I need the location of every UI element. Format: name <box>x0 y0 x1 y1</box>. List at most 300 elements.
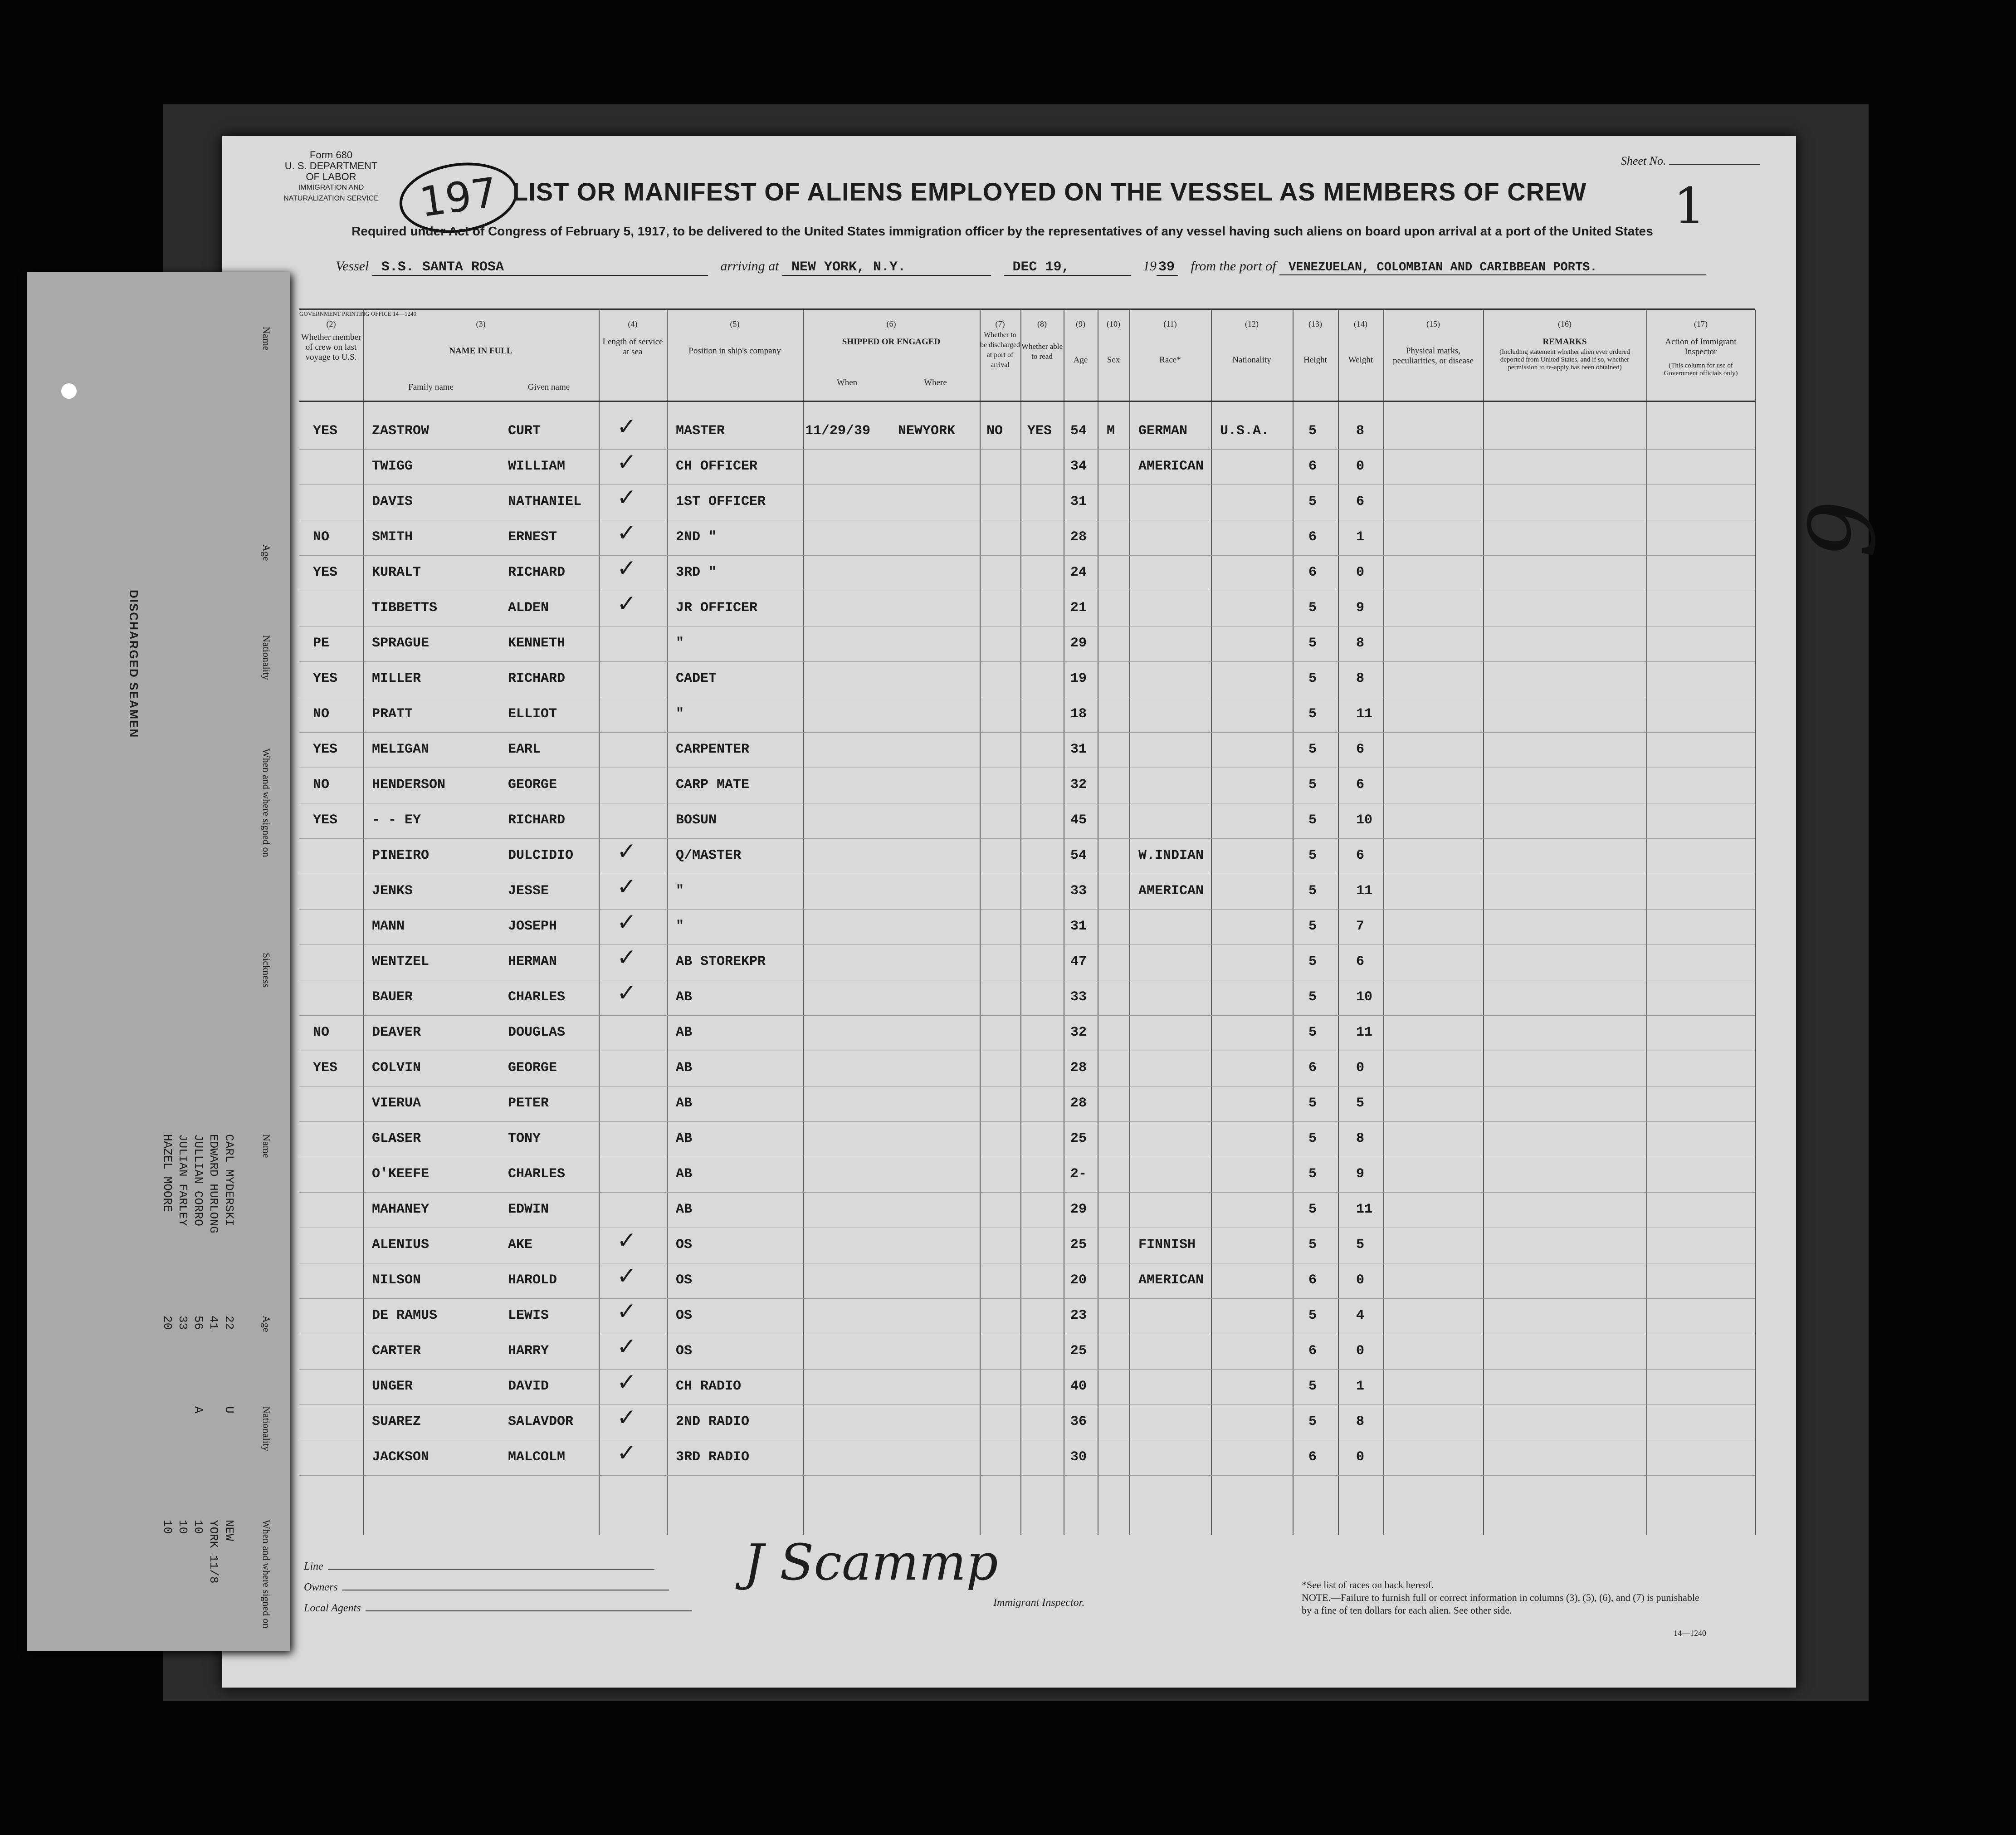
age-cell: 25 <box>1070 1237 1087 1253</box>
height-cell: 5 <box>1308 954 1317 969</box>
position-cell: OS <box>676 1237 693 1253</box>
discharged-name: JULIAN FARLEY <box>176 1134 190 1226</box>
discharged-age: 20 <box>161 1316 174 1330</box>
given-name-cell: SALAVDOR <box>508 1414 574 1429</box>
height-cell: 5 <box>1308 706 1317 722</box>
inspector-label: Immigrant Inspector. <box>993 1597 1085 1609</box>
table-row <box>299 520 1755 556</box>
height-cell: 5 <box>1308 989 1317 1005</box>
race-cell: W.INDIAN <box>1138 848 1204 863</box>
col12-header: Nationality <box>1232 355 1271 365</box>
check-mark-icon: ✓ <box>617 944 637 971</box>
last-voyage-cell: YES <box>313 1060 338 1076</box>
family-name-cell: KURALT <box>372 565 421 580</box>
age-cell: 23 <box>1070 1308 1087 1323</box>
check-mark-icon: ✓ <box>617 838 637 865</box>
col2-number: (2) <box>326 319 336 328</box>
age-cell: 25 <box>1070 1131 1087 1146</box>
margin-handwritten-number: 9 <box>1790 500 1896 558</box>
discharged-header-nationality-2: Nationality <box>261 1406 272 1451</box>
sheet-number-field <box>1669 164 1760 165</box>
age-cell: 19 <box>1070 671 1087 686</box>
position-cell: " <box>676 919 684 934</box>
discharged-header-name: Name <box>261 327 272 351</box>
col9-header: Age <box>1073 355 1088 365</box>
given-name-cell: DOUGLAS <box>508 1025 566 1040</box>
age-cell: 36 <box>1070 1414 1087 1429</box>
weight-cell: 7 <box>1356 919 1365 934</box>
sex-cell: M <box>1107 423 1115 439</box>
position-cell: OS <box>676 1308 693 1323</box>
family-name-cell: SMITH <box>372 529 413 545</box>
position-cell: OS <box>676 1272 693 1288</box>
given-name-cell: EDWIN <box>508 1202 549 1217</box>
form-number: Form 680 <box>309 149 353 161</box>
table-row <box>299 1086 1755 1122</box>
given-name-cell: RICHARD <box>508 671 566 686</box>
check-mark-icon: ✓ <box>617 449 637 476</box>
age-cell: 54 <box>1070 848 1087 863</box>
family-name-cell: DAVIS <box>372 494 413 509</box>
owners-field <box>304 1577 692 1598</box>
position-cell: BOSUN <box>676 812 717 828</box>
age-cell: 25 <box>1070 1343 1087 1359</box>
col15-number: (15) <box>1426 319 1440 328</box>
col16-header: REMARKS <box>1543 337 1587 347</box>
weight-cell: 6 <box>1356 954 1365 969</box>
arriving-label: arriving at <box>720 259 779 274</box>
line-field <box>304 1556 692 1577</box>
col4-header: Length of service at sea <box>602 337 663 357</box>
height-cell: 5 <box>1308 1414 1317 1429</box>
col4-number: (4) <box>628 319 638 328</box>
last-voyage-cell: YES <box>313 742 338 757</box>
height-cell: 5 <box>1308 848 1317 863</box>
year-prefix: 19 <box>1143 259 1157 274</box>
weight-cell: 9 <box>1356 1166 1365 1182</box>
weight-cell: 0 <box>1356 1449 1365 1465</box>
printer-code: 14—1240 <box>392 310 416 317</box>
given-name-cell: ELLIOT <box>508 706 557 722</box>
sheet-handwritten-number: 1 <box>1674 177 1705 235</box>
weight-cell: 9 <box>1356 600 1365 616</box>
family-name-cell: UNGER <box>372 1379 413 1394</box>
weight-cell: 0 <box>1356 1343 1365 1359</box>
table-row <box>299 662 1755 697</box>
weight-cell: 0 <box>1356 1272 1365 1288</box>
table-row <box>299 485 1755 520</box>
col13-number: (13) <box>1308 319 1322 328</box>
page-number-stamp: 197 <box>395 156 522 240</box>
family-name-cell: SPRAGUE <box>372 636 430 651</box>
discharged-seamen-slip <box>27 272 290 1651</box>
given-name-cell: AKE <box>508 1237 533 1253</box>
height-cell: 6 <box>1308 1343 1317 1359</box>
col7-number: (7) <box>995 319 1005 328</box>
given-name-cell: TONY <box>508 1131 541 1146</box>
last-voyage-cell: YES <box>313 812 338 828</box>
discharged-nationality: U <box>222 1406 236 1414</box>
year-suffix: 39 <box>1157 259 1178 276</box>
weight-cell: 10 <box>1356 989 1373 1005</box>
age-cell: 31 <box>1070 742 1087 757</box>
col14-number: (14) <box>1354 319 1367 328</box>
family-name-cell: MANN <box>372 919 405 934</box>
discharged-nationality: A <box>191 1406 205 1414</box>
weight-cell: 8 <box>1356 636 1365 651</box>
given-name-cell: WILLIAM <box>508 459 566 474</box>
discharged-title: DISCHARGED SEAMEN <box>127 590 141 739</box>
table-row <box>299 1051 1755 1086</box>
weight-cell: 6 <box>1356 742 1365 757</box>
position-cell: CH RADIO <box>676 1379 742 1394</box>
table-row <box>299 1193 1755 1228</box>
table-row <box>299 1334 1755 1370</box>
weight-cell: 8 <box>1356 671 1365 686</box>
age-cell: 31 <box>1070 494 1087 509</box>
position-cell: 2ND " <box>676 529 717 545</box>
position-cell: 3RD RADIO <box>676 1449 750 1465</box>
column-divider <box>1755 310 1756 1535</box>
col9-number: (9) <box>1076 319 1085 328</box>
given-name-cell: ERNEST <box>508 529 557 545</box>
height-cell: 5 <box>1308 494 1317 509</box>
age-cell: 30 <box>1070 1449 1087 1465</box>
position-cell: " <box>676 706 684 722</box>
family-name-cell: JENKS <box>372 883 413 899</box>
form-code: 14—1240 <box>1674 1629 1706 1638</box>
age-cell: 20 <box>1070 1272 1087 1288</box>
race-cell: AMERICAN <box>1138 459 1204 474</box>
nationality-cell: U.S.A. <box>1220 423 1269 439</box>
table-row <box>299 1228 1755 1263</box>
family-name-cell: GLASER <box>372 1131 421 1146</box>
family-name-cell: PRATT <box>372 706 413 722</box>
age-cell: 32 <box>1070 1025 1087 1040</box>
family-name-cell: MILLER <box>372 671 421 686</box>
height-cell: 5 <box>1308 1202 1317 1217</box>
age-cell: 40 <box>1070 1379 1087 1394</box>
age-cell: 29 <box>1070 636 1087 651</box>
col13-header: Height <box>1303 355 1327 365</box>
last-voyage-cell: NO <box>313 1025 330 1040</box>
check-mark-icon: ✓ <box>617 1262 637 1290</box>
arriving-port: NEW YORK, N.Y. <box>782 259 991 276</box>
check-mark-icon: ✓ <box>617 1298 637 1325</box>
discharged-age: 41 <box>207 1316 220 1330</box>
height-cell: 6 <box>1308 1060 1317 1076</box>
height-cell: 5 <box>1308 1096 1317 1111</box>
weight-cell: 11 <box>1356 1025 1373 1040</box>
height-cell: 6 <box>1308 565 1317 580</box>
age-cell: 47 <box>1070 954 1087 969</box>
col17-subheader: (This column for use of Government officials only) <box>1664 362 1738 377</box>
col6-header: SHIPPED OR ENGAGED <box>842 337 941 347</box>
weight-cell: 10 <box>1356 812 1373 828</box>
family-name-cell: O'KEEFE <box>372 1166 430 1182</box>
given-name-cell: GEORGE <box>508 1060 557 1076</box>
col16-number: (16) <box>1558 319 1572 328</box>
check-mark-icon: ✓ <box>617 1227 637 1254</box>
height-cell: 6 <box>1308 459 1317 474</box>
height-cell: 6 <box>1308 1449 1317 1465</box>
shipped-where-cell: NEWYORK <box>898 423 956 439</box>
family-name-cell: SUAREZ <box>372 1414 421 1429</box>
col16-subheader: (Including statement whether alien ever ordered deported from United States, and if so, whether permission to re-apply has been obtained) <box>1499 348 1630 371</box>
col14-header: Weight <box>1348 355 1373 365</box>
check-mark-icon: ✓ <box>617 1369 637 1396</box>
family-name-cell: BAUER <box>372 989 413 1005</box>
col11-number: (11) <box>1163 319 1177 328</box>
weight-cell: 11 <box>1356 706 1373 722</box>
last-voyage-cell: YES <box>313 423 338 439</box>
position-cell: Q/MASTER <box>676 848 742 863</box>
family-name-cell: VIERUA <box>372 1096 421 1111</box>
height-cell: 5 <box>1308 1308 1317 1323</box>
family-name-cell: COLVIN <box>372 1060 421 1076</box>
discharged-age: 33 <box>176 1316 190 1330</box>
printer-imprint <box>299 309 526 319</box>
row-rule <box>299 1475 1755 1476</box>
weight-cell: 11 <box>1356 1202 1373 1217</box>
age-cell: 33 <box>1070 883 1087 899</box>
age-cell: 54 <box>1070 423 1087 439</box>
col10-header: Sex <box>1107 355 1120 365</box>
table-row <box>299 1122 1755 1157</box>
col2-header: Whether member of crew on last voyage to U.S. <box>301 333 361 362</box>
family-name-cell: JACKSON <box>372 1449 430 1465</box>
last-voyage-cell: YES <box>313 671 338 686</box>
check-mark-icon: ✓ <box>617 555 637 582</box>
col17-header: Action of Immigrant Inspector <box>1665 337 1737 357</box>
table-row <box>299 1370 1755 1405</box>
age-cell: 34 <box>1070 459 1087 474</box>
position-cell: AB <box>676 1096 693 1111</box>
col5-header: Position in ship's company <box>688 346 781 356</box>
age-cell: 18 <box>1070 706 1087 722</box>
position-cell: " <box>676 636 684 651</box>
weight-cell: 11 <box>1356 883 1373 899</box>
given-name-cell: PETER <box>508 1096 549 1111</box>
discharged-signed-on: 10 <box>191 1520 205 1534</box>
height-cell: 5 <box>1308 1379 1317 1394</box>
manifest-sheet <box>222 136 1796 1688</box>
col12-number: (12) <box>1245 319 1259 328</box>
given-name-cell: EARL <box>508 742 541 757</box>
family-name-cell: WENTZEL <box>372 954 430 969</box>
race-cell: AMERICAN <box>1138 1272 1204 1288</box>
family-name-cell: TWIGG <box>372 459 413 474</box>
check-mark-icon: ✓ <box>617 1439 637 1467</box>
weight-cell: 6 <box>1356 777 1365 793</box>
position-cell: CARP MATE <box>676 777 750 793</box>
discharged-header-age-2: Age <box>261 1316 272 1332</box>
discharged-name: JULLIAN CORRO <box>191 1134 205 1226</box>
col15-header: Physical marks, peculiarities, or disease <box>1393 346 1474 366</box>
weight-cell: 0 <box>1356 1060 1365 1076</box>
weight-cell: 5 <box>1356 1096 1365 1111</box>
col17-number: (17) <box>1694 319 1708 328</box>
family-name-cell: TIBBETTS <box>372 600 438 616</box>
table-row <box>299 591 1755 626</box>
discharged-age: 56 <box>191 1316 205 1330</box>
height-cell: 5 <box>1308 1166 1317 1182</box>
given-name-cell: ALDEN <box>508 600 549 616</box>
from-label: from the port of <box>1191 259 1276 274</box>
family-name-cell: PINEIRO <box>372 848 430 863</box>
check-mark-icon: ✓ <box>617 1404 637 1431</box>
col8-number: (8) <box>1037 319 1047 328</box>
line-label: Line <box>304 1561 323 1572</box>
col3-given-header: Given name <box>527 382 570 392</box>
table-row <box>299 733 1755 768</box>
given-name-cell: HAROLD <box>508 1272 557 1288</box>
sheet-number <box>1621 154 1760 168</box>
last-voyage-cell: NO <box>313 777 330 793</box>
footer-note <box>1302 1579 1710 1617</box>
given-name-cell: JESSE <box>508 883 549 899</box>
discharged-header-signed-2: When and where signed on <box>261 1520 272 1629</box>
position-cell: AB <box>676 989 693 1005</box>
height-cell: 5 <box>1308 777 1317 793</box>
age-cell: 28 <box>1070 1096 1087 1111</box>
table-row <box>299 980 1755 1016</box>
department: U. S. DEPARTMENT OF LABOR <box>284 160 378 182</box>
family-name-cell: DEAVER <box>372 1025 421 1040</box>
table-row <box>299 910 1755 945</box>
given-name-cell: RICHARD <box>508 565 566 580</box>
printer-name: GOVERNMENT PRINTING OFFICE <box>299 310 391 317</box>
discharged-name: EDWARD HURLONG <box>207 1134 220 1233</box>
discharged-header-age: Age <box>261 544 272 561</box>
col6-number: (6) <box>886 319 896 328</box>
position-cell: AB <box>676 1202 693 1217</box>
sheet-label: Sheet No. <box>1621 154 1666 167</box>
position-cell: 3RD " <box>676 565 717 580</box>
height-cell: 5 <box>1308 883 1317 899</box>
weight-cell: 8 <box>1356 1131 1365 1146</box>
table-row <box>299 874 1755 910</box>
height-cell: 5 <box>1308 1237 1317 1253</box>
discharged-signed-on: 10 <box>161 1520 174 1534</box>
age-cell: 33 <box>1070 989 1087 1005</box>
table-row <box>299 1016 1755 1051</box>
given-name-cell: CHARLES <box>508 1166 566 1182</box>
header-divider <box>299 401 1755 402</box>
table-row <box>299 1440 1755 1476</box>
height-cell: 5 <box>1308 423 1317 439</box>
age-cell: 32 <box>1070 777 1087 793</box>
weight-cell: 1 <box>1356 529 1365 545</box>
position-cell: AB <box>676 1131 693 1146</box>
family-name-cell: DE RAMUS <box>372 1308 438 1323</box>
col6-when-header: When <box>836 378 858 387</box>
race-cell: GERMAN <box>1138 423 1188 439</box>
crew-table <box>299 308 1755 1535</box>
weight-cell: 8 <box>1356 1414 1365 1429</box>
family-name-cell: MAHANEY <box>372 1202 430 1217</box>
position-cell: CADET <box>676 671 717 686</box>
col6-where-header: Where <box>924 378 947 387</box>
position-cell: MASTER <box>676 423 725 439</box>
discharged-age: 22 <box>222 1316 236 1330</box>
position-cell: OS <box>676 1343 693 1359</box>
agents-field <box>304 1598 692 1619</box>
from-port: VENEZUELAN, COLOMBIAN AND CARIBBEAN PORTS. <box>1279 261 1706 275</box>
col10-number: (10) <box>1107 319 1120 328</box>
given-name-cell: CHARLES <box>508 989 566 1005</box>
check-mark-icon: ✓ <box>617 484 637 511</box>
family-name-cell: NILSON <box>372 1272 421 1288</box>
age-cell: 21 <box>1070 600 1087 616</box>
table-row <box>299 1405 1755 1440</box>
agents-label: Local Agents <box>304 1602 361 1614</box>
age-cell: 24 <box>1070 565 1087 580</box>
owners-label: Owners <box>304 1581 338 1593</box>
height-cell: 5 <box>1308 812 1317 828</box>
col7-header: Whether to be discharged at port of arrival <box>980 331 1020 369</box>
check-mark-icon: ✓ <box>617 873 637 900</box>
vessel-line <box>336 259 1787 276</box>
family-name-cell: HENDERSON <box>372 777 446 793</box>
col5-number: (5) <box>730 319 740 328</box>
vessel-label: Vessel <box>336 259 369 274</box>
form-header <box>277 150 386 204</box>
last-voyage-cell: NO <box>313 706 330 722</box>
table-row <box>299 1299 1755 1334</box>
weight-cell: 6 <box>1356 848 1365 863</box>
last-voyage-cell: PE <box>313 636 330 651</box>
position-cell: CH OFFICER <box>676 459 758 474</box>
given-name-cell: JOSEPH <box>508 919 557 934</box>
height-cell: 5 <box>1308 1025 1317 1040</box>
discharged-header-sickness: Sickness <box>261 953 272 988</box>
discharged-name: CARL MYDERSKI <box>222 1134 236 1226</box>
table-row <box>299 697 1755 733</box>
given-name-cell: KENNETH <box>508 636 566 651</box>
position-cell: AB STOREKPR <box>676 954 766 969</box>
age-cell: 31 <box>1070 919 1087 934</box>
table-row <box>299 839 1755 874</box>
position-cell: AB <box>676 1060 693 1076</box>
position-cell: 1ST OFFICER <box>676 494 766 509</box>
vessel-name: S.S. SANTA ROSA <box>372 259 708 276</box>
given-name-cell: LEWIS <box>508 1308 549 1323</box>
col3-header: NAME IN FULL <box>449 346 513 356</box>
col11-header: Race* <box>1159 355 1181 365</box>
inspector-signature: J Scammp <box>744 1533 998 1591</box>
discharged-header-nationality: Nationality <box>261 635 272 680</box>
shipped-when-cell: 11/29/39 <box>805 423 871 439</box>
check-mark-icon: ✓ <box>617 1333 637 1360</box>
table-row <box>299 768 1755 803</box>
discharged-header-name-2: Name <box>261 1134 272 1158</box>
height-cell: 6 <box>1308 1272 1317 1288</box>
check-mark-icon: ✓ <box>617 590 637 617</box>
given-name-cell: MALCOLM <box>508 1449 566 1465</box>
races-note: *See list of races on back hereof. <box>1302 1579 1434 1590</box>
position-cell: CARPENTER <box>676 742 750 757</box>
position-cell: AB <box>676 1166 693 1182</box>
last-voyage-cell: NO <box>313 529 330 545</box>
discharged-header-signed: When and where signed on <box>261 749 272 857</box>
given-name-cell: HARRY <box>508 1343 549 1359</box>
table-row <box>299 626 1755 662</box>
weight-cell: 6 <box>1356 494 1365 509</box>
given-name-cell: GEORGE <box>508 777 557 793</box>
position-cell: 2ND RADIO <box>676 1414 750 1429</box>
height-cell: 5 <box>1308 1131 1317 1146</box>
